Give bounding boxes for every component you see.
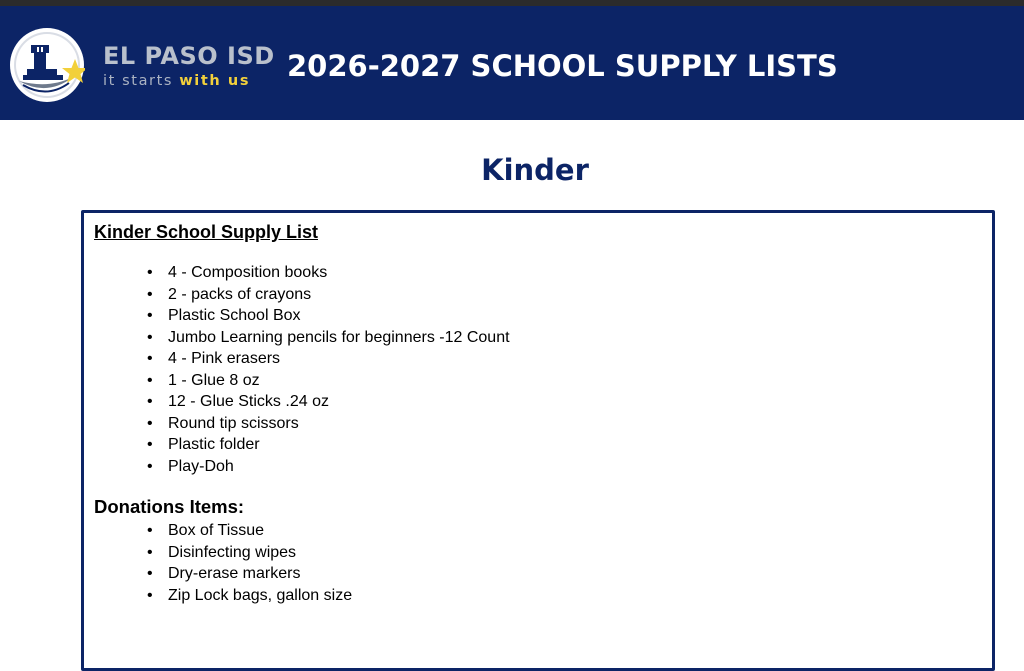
list-item-text: 4 - Pink erasers: [168, 350, 281, 367]
district-tagline: [103, 72, 275, 90]
bullet-icon: •: [147, 457, 153, 475]
list-item: [84, 391, 510, 413]
list-item-text: Round tip scissors: [168, 414, 299, 432]
donation-items-list: [84, 520, 352, 606]
list-item-text: Plastic folder: [168, 436, 260, 453]
supply-items-list: [84, 262, 510, 477]
bullet-icon: •: [147, 586, 153, 604]
list-item: [84, 563, 352, 585]
bullet-icon: •: [147, 522, 153, 539]
bullet-icon: •: [147, 328, 153, 346]
list-item: [84, 305, 510, 327]
bullet-icon: •: [147, 350, 153, 367]
bullet-icon: •: [147, 371, 153, 389]
donations-title: Donations Items:: [94, 496, 245, 517]
bullet-icon: •: [147, 543, 153, 561]
district-name: EL PASO ISD: [103, 42, 275, 70]
list-item: [84, 327, 510, 349]
list-item: [84, 370, 510, 392]
list-item: [84, 284, 510, 306]
list-item: [84, 456, 510, 478]
site-header: [0, 6, 1024, 120]
list-item: [84, 585, 352, 607]
tagline-highlight: with us: [179, 73, 251, 89]
list-item-text: Jumbo Learning pencils for beginners -12 Count: [168, 328, 510, 346]
list-item: [84, 348, 510, 370]
list-item-text: 1 - Glue 8 oz: [168, 371, 260, 389]
logo-emblem-icon: [9, 27, 85, 103]
list-item-text: 12 - Glue Sticks .24 oz: [168, 393, 329, 410]
tagline-prefix: it starts: [103, 73, 180, 89]
list-item-text: Dry-erase markers: [168, 565, 301, 582]
supply-list-title: Kinder School Supply List: [94, 222, 319, 242]
page-heading: 2026-2027 SCHOOL SUPPLY LISTS: [287, 49, 838, 83]
list-item: [84, 413, 510, 435]
bullet-icon: •: [147, 285, 153, 303]
list-item: [84, 520, 352, 542]
district-logo-text[interactable]: [103, 42, 275, 90]
list-item-text: Box of Tissue: [168, 522, 265, 539]
district-logo-emblem[interactable]: [9, 27, 85, 103]
list-item-text: 4 - Composition books: [168, 264, 328, 281]
supply-list-box: [81, 210, 995, 671]
list-item-text: Play-Doh: [168, 457, 234, 475]
bullet-icon: •: [147, 414, 153, 432]
list-item-text: Zip Lock bags, gallon size: [168, 586, 353, 604]
bullet-icon: •: [147, 264, 153, 281]
bullet-icon: •: [147, 436, 153, 453]
list-item: [84, 262, 510, 284]
grade-title: Kinder: [481, 153, 589, 187]
list-item-text: 2 - packs of crayons: [168, 285, 312, 303]
list-item: [84, 542, 352, 564]
bullet-icon: •: [147, 565, 153, 582]
list-item-text: Plastic School Box: [168, 307, 301, 324]
list-item: [84, 434, 510, 456]
bullet-icon: •: [147, 307, 153, 324]
bullet-icon: •: [147, 393, 153, 410]
list-item-text: Disinfecting wipes: [168, 543, 297, 561]
